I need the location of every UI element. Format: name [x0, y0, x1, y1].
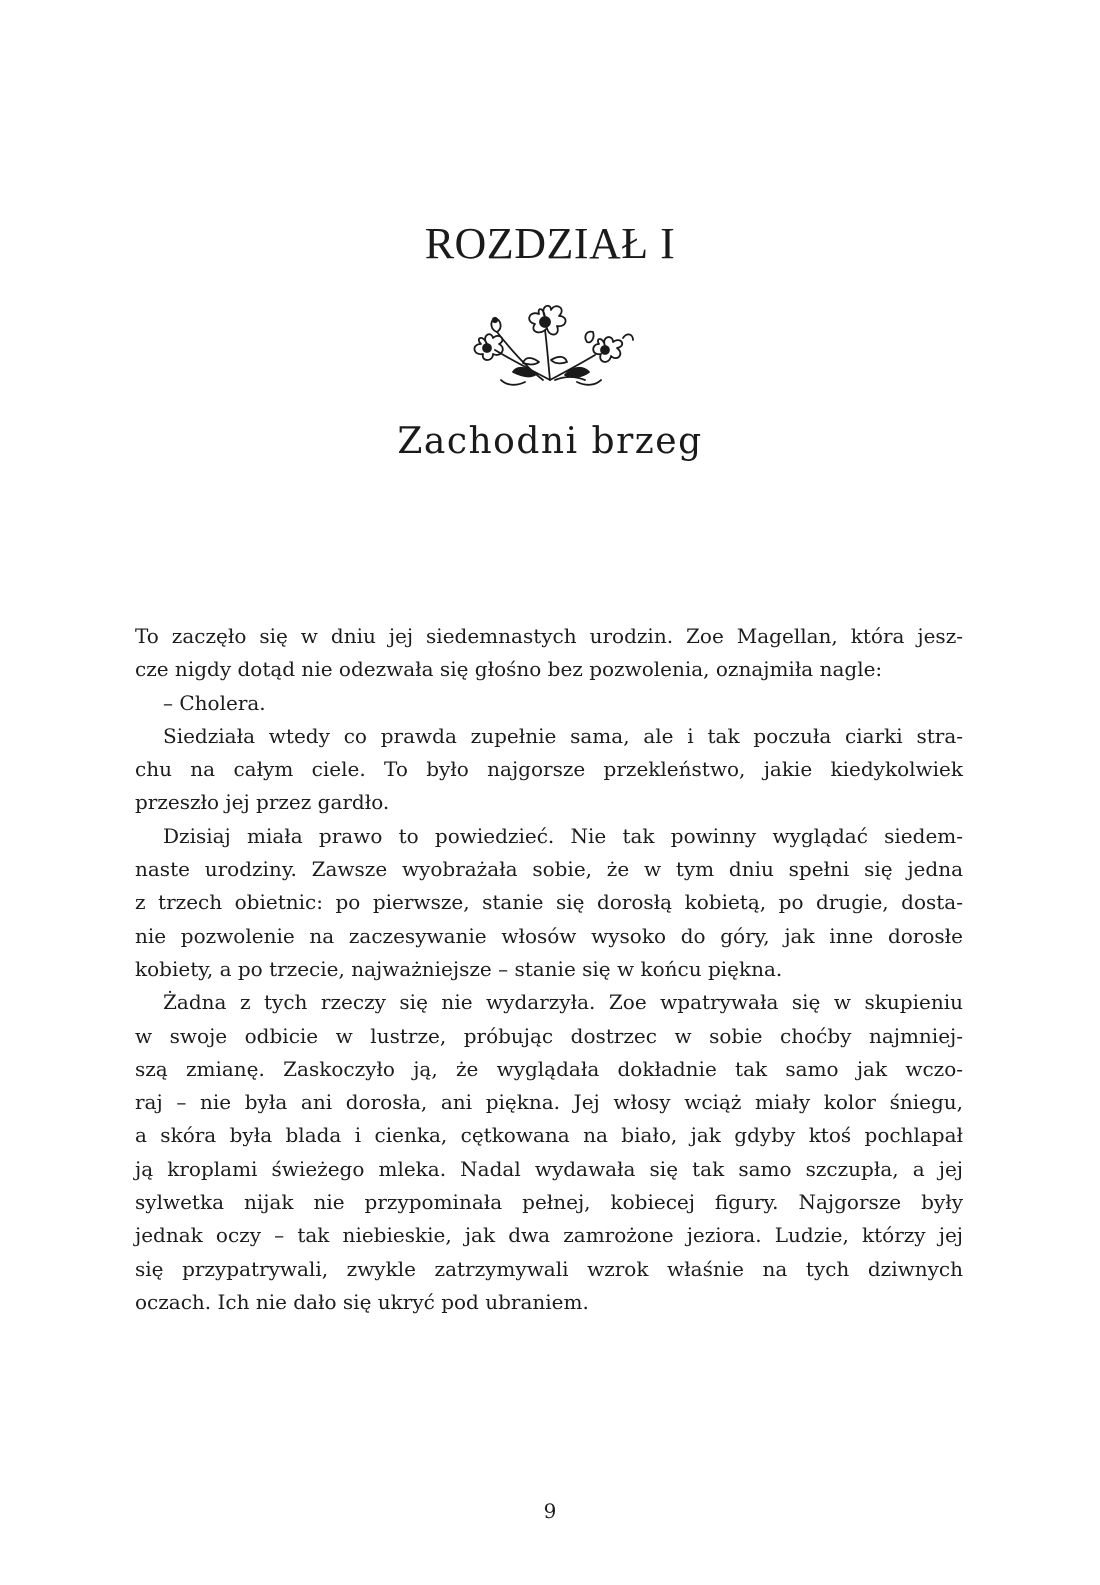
body-line: oczach. Ich nie dało się ukryć pod ubraniem. — [135, 1289, 589, 1314]
page-number: 9 — [543, 1499, 557, 1523]
chapter-heading: ROZDZIAŁ I — [424, 219, 676, 268]
body-line: szą zmianę. Zaskoczyło ją, że wyglądała dokładnie tak samo jak wczo- — [135, 1056, 963, 1081]
body-line: chu na całym ciele. To było najgorsze przekleństwo, jakie kiedykolwiek — [135, 757, 963, 782]
body-line: kobiety, a po trzecie, najważniejsze – stanie się w końcu piękna. — [135, 956, 783, 981]
body-line: naste urodziny. Zawsze wyobrażała sobie, że w tym dniu spełni się jedna — [135, 857, 963, 882]
body-line: Siedziała wtedy co prawda zupełnie sama, ale i tak poczuła ciarki stra- — [163, 723, 963, 748]
body-line: jednak oczy – tak niebieskie, jak dwa zamrożone jeziora. Ludzie, którzy jej — [135, 1223, 963, 1248]
body-line: raj – nie była ani dorosła, ani piękna. Jej włosy wciąż miały kolor śniegu, — [135, 1090, 963, 1115]
body-line: Żadna z tych rzeczy się nie wydarzyła. Zoe wpatrywała się w skupieniu — [163, 990, 963, 1015]
body-line: ją kroplami świeżego mleka. Nadal wydawała się tak samo szczupła, a jej — [135, 1156, 963, 1181]
flower-ornament-icon — [455, 300, 645, 390]
body-line: się przypatrywali, zwykle zatrzymywali wzrok właśnie na tych dziwnych — [135, 1256, 963, 1281]
body-line: – Cholera. — [163, 690, 266, 715]
body-line: przeszło jej przez gardło. — [135, 790, 390, 815]
body-line: sylwetka nijak nie przypominała pełnej, kobiecej figury. Najgorsze były — [135, 1190, 963, 1215]
body-line: nie pozwolenie na zaczesywanie włosów wysoko do góry, jak inne dorosłe — [135, 923, 963, 948]
body-line: w swoje odbicie w lustrze, próbując dostrzec w sobie choćby najmniej- — [135, 1023, 963, 1048]
chapter-title: Zachodni brzeg — [397, 421, 703, 462]
body-text — [135, 620, 963, 1319]
body-line: To zaczęło się w dniu jej siedemnastych urodzin. Zoe Magellan, która jesz- — [135, 624, 963, 648]
body-line: Dzisiaj miała prawo to powiedzieć. Nie tak powinny wyglądać siedem- — [163, 823, 963, 848]
body-line: z trzech obietnic: po pierwsze, stanie się dorosłą kobietą, po drugie, dosta- — [135, 890, 963, 915]
body-line: a skóra była blada i cienka, cętkowana na biało, jak gdyby ktoś pochlapał — [135, 1123, 963, 1148]
body-line: cze nigdy dotąd nie odezwała się głośno bez pozwolenia, oznajmiła nagle: — [135, 657, 883, 682]
